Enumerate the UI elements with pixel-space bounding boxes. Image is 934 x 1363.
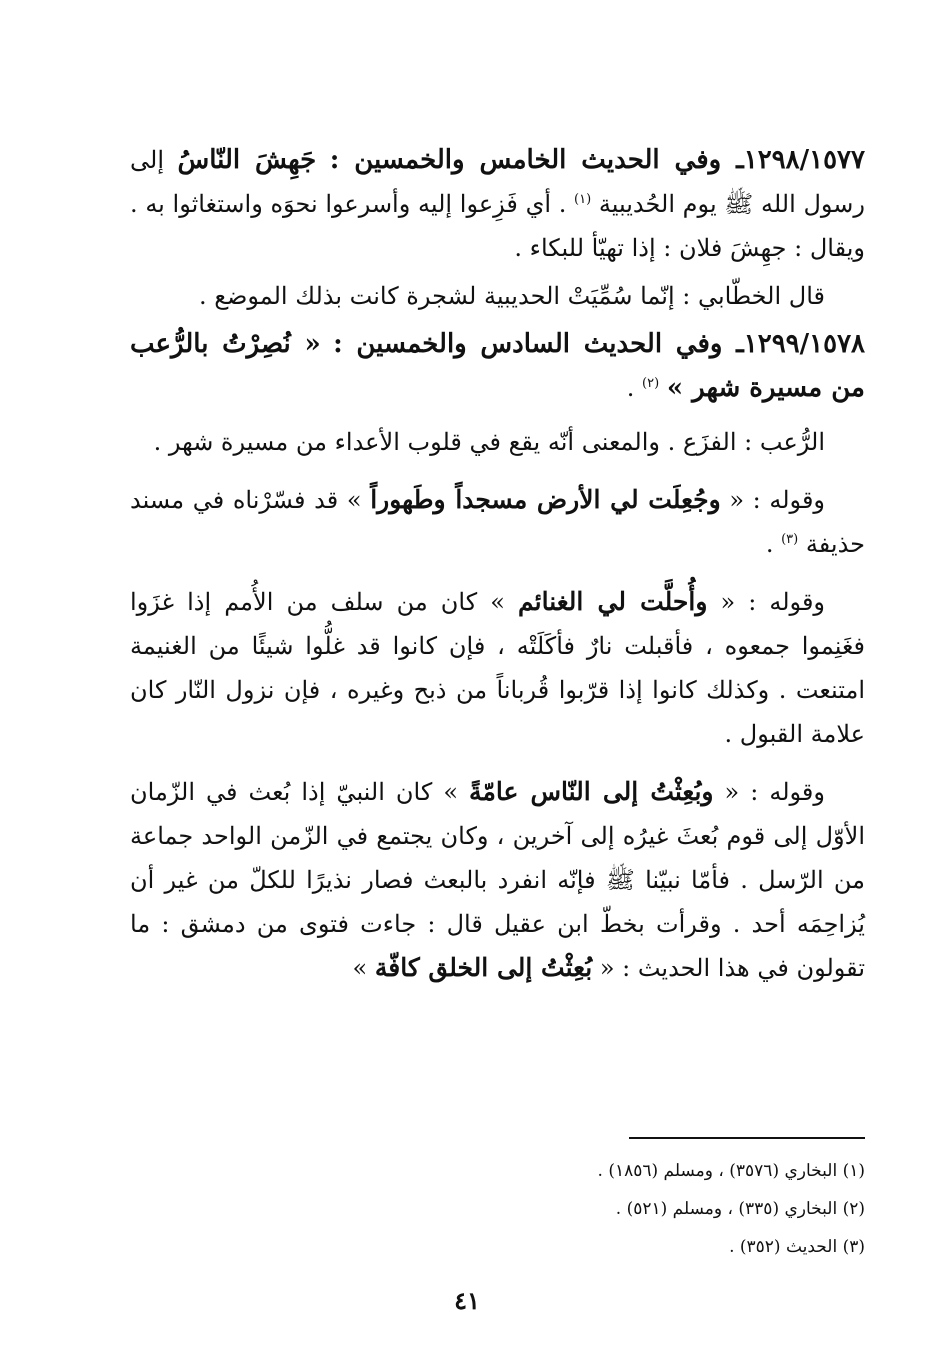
- footnote-1: (١) البخاري (٣٥٧٦) ، ومسلم (١٨٥٦) .: [597, 1161, 865, 1181]
- entry-text: إلى رسول الله ﷺ يوم الحُديبية: [130, 146, 866, 218]
- entry-heading: ١٢٩٩/١٥٧٨ـ وفي الحديث السادس والخمسين :: [333, 329, 865, 359]
- entry-text: .: [626, 374, 635, 402]
- page-number: ٤١: [454, 1286, 480, 1315]
- hadith-quote: « نُصِرْتُ بالرُّعب من مسيرة شهر »: [130, 329, 865, 403]
- paragraph-text: .: [765, 530, 774, 558]
- page-body: [130, 138, 865, 990]
- footnote-ref-2[interactable]: (٢): [642, 376, 660, 391]
- commentary-paragraph: الرُّعب : الفزَع . والمعنى أنّه يقع في قلوب الأعداء من مسيرة شهر .: [153, 428, 825, 456]
- paragraph-text: » قد فسّرْناه في مسند حذيفة: [130, 486, 865, 558]
- footnote-2: (٢) البخاري (٣٣٥) ، ومسلم (٥٢١) .: [615, 1199, 865, 1219]
- hadith-quote: وبُعِثْتُ إلى النّاس عامّةً: [469, 777, 714, 806]
- paragraph-text: » كان النبيّ إذا بُعث في الزّمان الأوّل إلى قوم بُعثَ غيرُه إلى آخرين ، وكان يجتمع في الزّمن الواحد جماعة من الرّسل . فأمّا نبيّنا ﷺ فإنّه انفرد بالبعث فصار نذيرًا للكلّ من غير أن يُزاحِمَه أحد . وقرأت بخطّ ابن عقيل قال : جاءت فتوى من دمشق : ما تقولون في هذا الحديث : «: [130, 778, 865, 982]
- entry-text: . أي فَزِعوا إليه وأسرعوا نحوَه واستغاثوا به . ويقال : جهِشَ فلان : إذا تهيّأ للبكاء .: [130, 190, 865, 262]
- paragraph-ghanaim: [130, 580, 865, 756]
- entry-1299: [130, 322, 865, 410]
- paragraph-text: وقوله : «: [720, 588, 826, 616]
- footnotes: [130, 1152, 865, 1266]
- hadith-quote: بُعِثْتُ إلى الخلق كافّة: [374, 953, 593, 982]
- entry-heading: ١٢٩٨/١٥٧٧ـ وفي الحديث الخامس والخمسين :: [329, 145, 865, 175]
- footnote-ref-3[interactable]: (٣): [781, 532, 799, 547]
- paragraph-bi3tha: [130, 770, 865, 990]
- paragraph-text: » كان من سلف من الأُمم إذا غزَوا فغَنِموا جمعوه ، فأقبلت نارٌ فأكَلَتْه ، فإن كانوا قد غلُّوا شيئًا من الغنيمة امتنعت . وكذلك كانوا إذا قرّبوا قُرباناً من ذبح وغيره ، فإن نزول النّار كان علامة القبول .: [130, 588, 865, 748]
- commentary-paragraph: قال الخطّابي : إنّما سُمِّيَتْ الحديبية لشجرة كانت بذلك الموضع .: [198, 282, 825, 310]
- hadith-quote: وأُحلَّت لي الغنائم: [517, 587, 708, 616]
- paragraph-text: »: [352, 954, 368, 982]
- paragraph-text: وقوله : «: [724, 778, 825, 806]
- entry-1298: [130, 138, 865, 270]
- footnote-divider: [629, 1137, 865, 1139]
- footnote-3: (٣) الحديث (٣٥٢) .: [729, 1237, 865, 1257]
- hadith-quote: جَهِشَ النّاسُ: [177, 145, 317, 175]
- paragraph-text: وقوله : «: [729, 486, 826, 514]
- footnote-ref-1[interactable]: (١): [574, 192, 592, 207]
- hadith-quote: وجُعِلَت لي الأرض مسجداً وطَهوراً: [370, 485, 721, 514]
- paragraph-masjid: [130, 478, 865, 566]
